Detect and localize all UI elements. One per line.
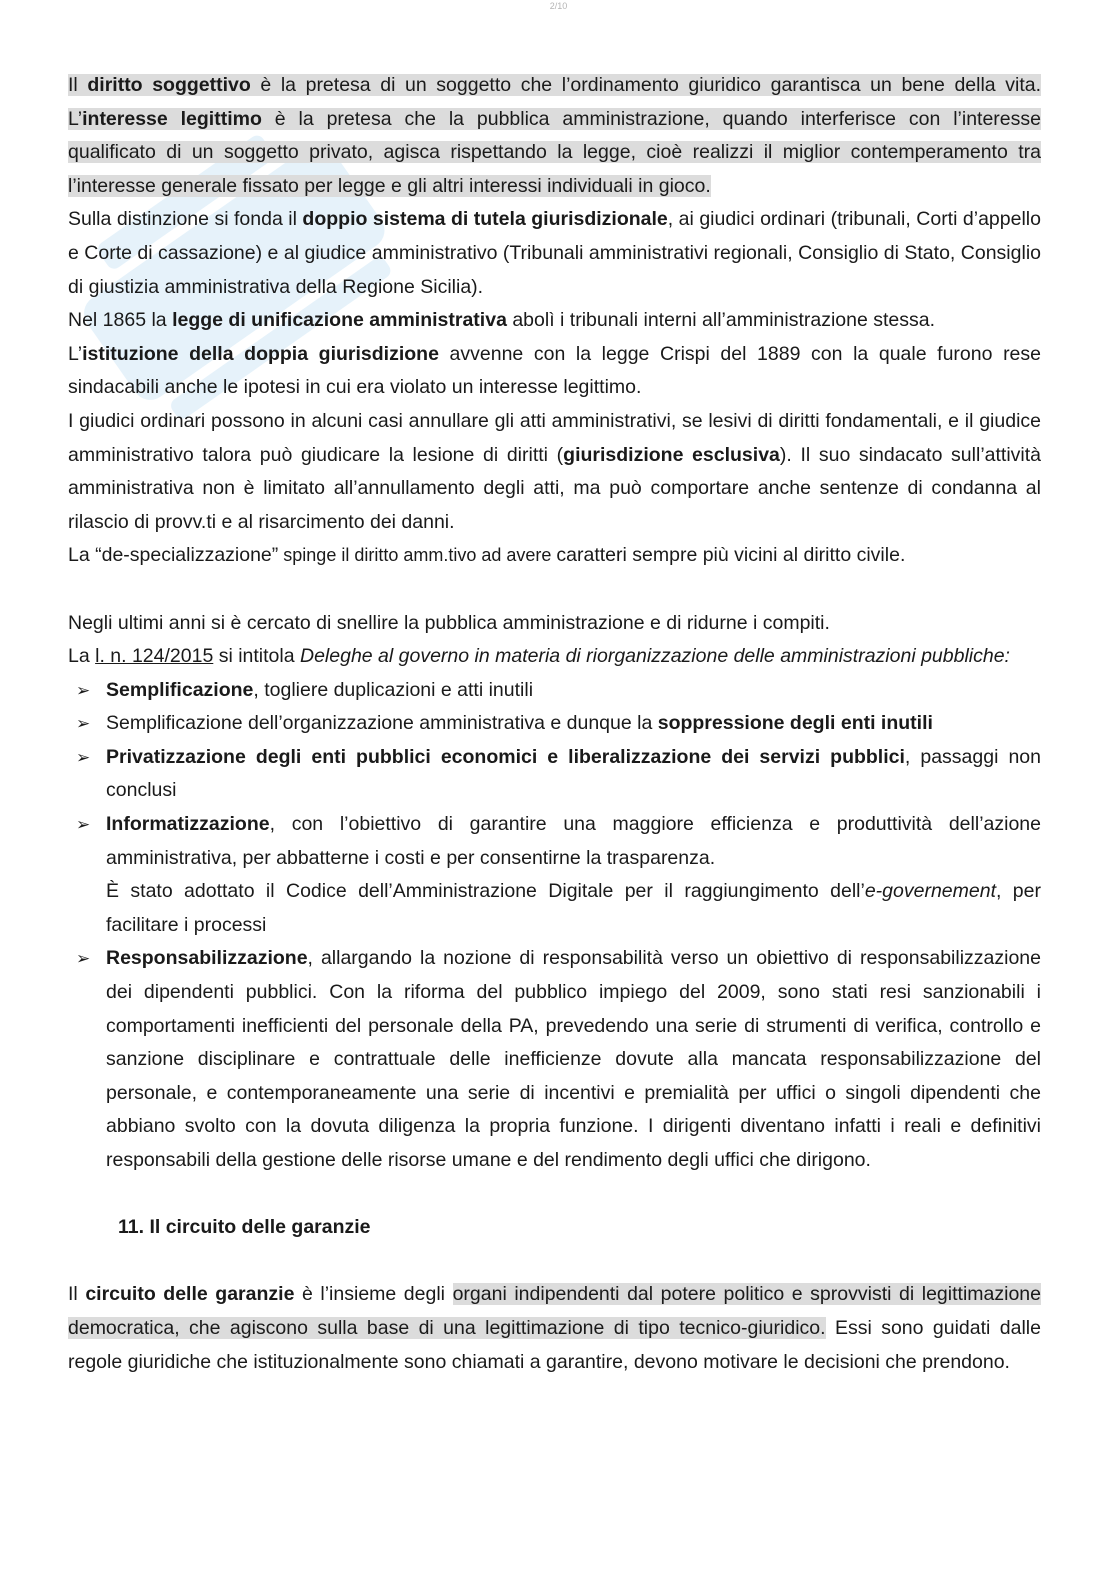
arrow-bullet-icon: ➢ xyxy=(76,747,91,767)
paragraph-legge-1865: Nel 1865 la legge di unificazione amministrativa abolì i tribunali interni all’amministrazione stessa. xyxy=(68,309,936,332)
paragraph-legge-124: La l. n. 124/2015 si intitola Deleghe al governo in materia di riorganizzazione delle amministrazioni pubbliche: xyxy=(68,645,1010,668)
paragraph-doppio-sistema: Sulla distinzione si fonda il doppio sistema di tutela giurisdizionale, ai giudici ordinari (tribunali, Corti d’appello e Corte di cassazione) e al giudice amministrativo (Tribunali amministrativi regionali, Consiglio di Stato, Consiglio di giustizia amministrativa della Regione Sicilia). xyxy=(68,208,1041,298)
arrow-bullet-icon: ➢ xyxy=(76,680,91,700)
spacer xyxy=(68,573,1041,607)
paragraph-despecializzazione: La “de-specializzazione” spinge il diritto amm.tivo ad avere caratteri sempre più vicini al diritto civile. xyxy=(68,544,906,567)
term-doppio-sistema: doppio sistema di tutela giurisdizionale xyxy=(302,208,668,231)
section-heading: 11. Il circuito delle garanzie xyxy=(118,1216,371,1239)
term-circuito-garanzie: circuito delle garanzie xyxy=(85,1283,295,1306)
list-item: ➢ Responsabilizzazione, allargando la nozione di responsabilità verso un obiettivo di responsabilizzazione dei dipendenti pubblici. Con la riforma del pubblico impiego del 2009, sono stati resi sanzionabili i comportamenti inefficienti del personale della PA, prevedendo una serie di strumenti di verifica, controllo e sanzione disciplinare e contrattuale delle inefficienze dovute alla mancata responsabilizzazione del personale, e contemporaneamente una serie di incentivi e premialità per uffici o singoli dipendenti che abbiano svolto con la dovuta diligenza la propria funzione. I dirigenti diventano infatti i reali e definitivi responsabili della gestione delle risorse umane e del rendimento degli uffici che dirigono. xyxy=(68,942,1041,1177)
list-item: ➢ Semplificazione, togliere duplicazioni e atti inutili xyxy=(68,674,1041,708)
law-reference: l. n. 124/2015 xyxy=(95,645,214,668)
law-title: Deleghe al governo in materia di riorganizzazione delle amministrazioni pubbliche: xyxy=(300,645,1010,668)
paragraph-diritto-soggettivo: Il diritto soggettivo è la pretesa di un soggetto che l’ordinamento giuridico garantisca un bene della vita. L’interesse legittimo è la pretesa che la pubblica amministrazione, quando interferisce con l’interesse qualificato di un soggetto privato, agisca rispettando la legge, cioè realizzi il miglior contemperamento tra l’interesse generale fissato per legge e gli altri interessi individuali in gioco. xyxy=(68,74,1041,197)
highlighted-definition: organi indipendenti dal potere politico e sprovvisti di legittimazione democratica, che agiscono sulla base di una legittimazione di tipo tecnico-giuridico. xyxy=(68,1283,1041,1339)
paragraph-giudici-ordinari: I giudici ordinari possono in alcuni casi annullare gli atti amministrativi, se lesivi di diritti fondamentali, e il giudice amministrativo talora può giudicare la lesione di diritti (giurisdizione esclusiva). Il suo sindacato sull’attività amministrativa non è limitato all’annullamento degli atti, ma può comportare anche sentenze di condanna al rilascio di provv.ti e al risarcimento dei danni. xyxy=(68,409,1042,533)
paragraph-snellire: Negli ultimi anni si è cercato di snellire la pubblica amministrazione e di ridurne i compiti. xyxy=(68,611,830,634)
list-item: ➢ Privatizzazione degli enti pubblici economici e liberalizzazione dei servizi pubblici, passaggi non conclusi xyxy=(68,741,1041,808)
document-body xyxy=(68,69,1041,1379)
reform-list xyxy=(68,674,1041,1178)
paragraph-circuito-garanzie: Il circuito delle garanzie è l’insieme degli organi indipendenti dal potere politico e sprovvisti di legittimazione democratica, che agiscono sulla base di una legittimazione di tipo tecnico-giuridico. Essi sono guidati dalle regole giuridiche che istituzionalmente sono chiamati a garantire, devono motivare le decisioni che prendono. xyxy=(68,1283,1041,1373)
term-diritto-soggettivo: diritto soggettivo xyxy=(87,74,251,96)
page-number: 2/10 xyxy=(549,1,568,11)
term-giurisdizione-esclusiva: giurisdizione esclusiva xyxy=(563,443,780,466)
arrow-bullet-icon: ➢ xyxy=(76,949,91,969)
list-item: ➢ Informatizzazione, con l’obiettivo di garantire una maggiore efficienza e produttività dell’azione amministrativa, per abbatterne i costi e per consentirne la trasparenza. È stato adottato il Codice dell’Amministrazione Digitale per il raggiungimento dell’e-governement, per facilitare i processi xyxy=(68,808,1041,942)
term-interesse-legittimo: interesse legittimo xyxy=(82,107,262,130)
arrow-bullet-icon: ➢ xyxy=(76,815,91,835)
term-legge-unificazione: legge di unificazione amministrativa xyxy=(172,309,507,332)
arrow-bullet-icon: ➢ xyxy=(76,714,91,734)
paragraph-doppia-giurisdizione: L’istituzione della doppia giurisdizione avvenne con la legge Crispi del 1889 con la quale furono rese sindacabili anche le ipotesi in cui era violato un interesse legittimo. xyxy=(68,342,1041,399)
term-doppia-giurisdizione: istituzione della doppia giurisdizione xyxy=(82,342,439,365)
list-item: ➢ Semplificazione dell’organizzazione amministrativa e dunque la soppressione degli enti inutili xyxy=(68,707,1041,741)
